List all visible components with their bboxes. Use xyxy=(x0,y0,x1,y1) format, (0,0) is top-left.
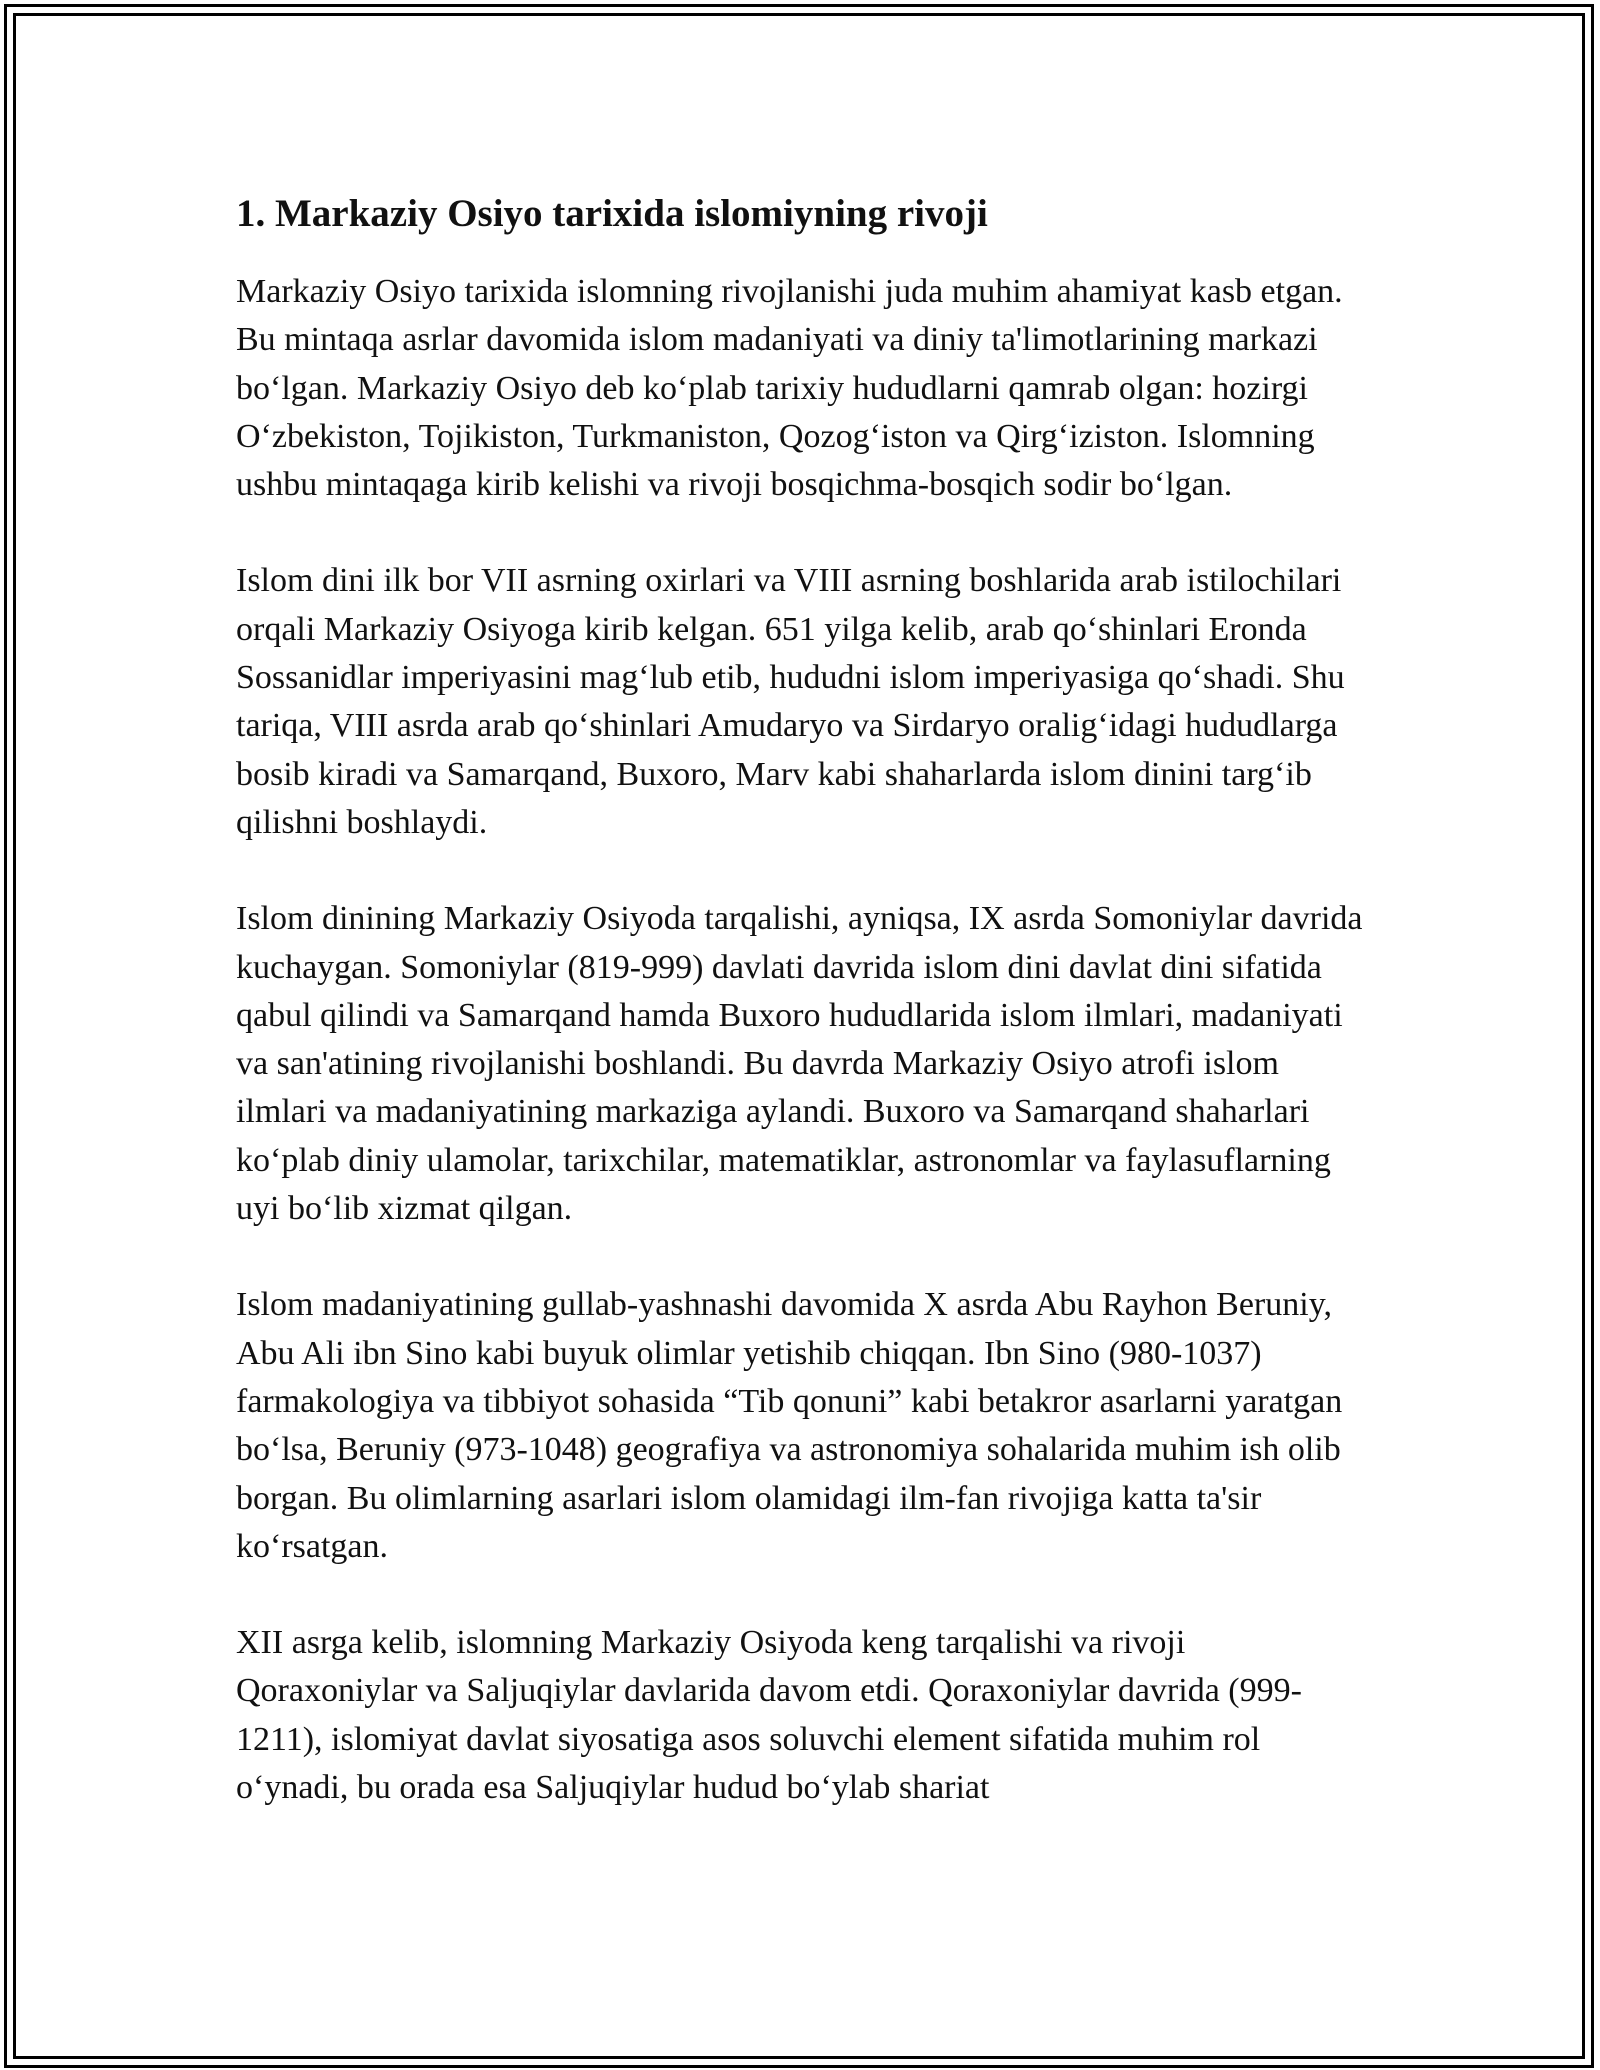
paragraph-1: Markaziy Osiyo tarixida islomning rivojlanishi juda muhim ahamiyat kasb etgan. Bu mintaqa asrlar davomida islom madaniyati va diniy ta'limotlarining markazi bo‘lgan. Markaziy Osiyo deb ko‘plab tarixiy hududlarni qamrab olgan: hozirgi O‘zbekiston, Tojikiston, Turkmaniston, Qozog‘iston va Qirg‘iziston. Islomning ushbu mintaqaga kirib kelishi va rivoji bosqichma-bosqich sodir bo‘lgan. xyxy=(236,273,1343,504)
paragraph-5: XII asrga kelib, islomning Markaziy Osiyoda keng tarqalishi va rivoji Qoraxoniylar va Saljuqiylar davlarida davom etdi. Qoraxoniylar davrida (999-1211), islomiyat davlat siyosatiga asos soluvchi element sifatida muhim rol o‘ynadi, bu orada esa Saljuqiylar hudud bo‘ylab shariat xyxy=(236,1624,1302,1807)
paragraph-2: Islom dini ilk bor VII asrning oxirlari va VIII asrning boshlarida arab istilochilari orqali Markaziy Osiyoga kirib kelgan. 651 yilga kelib, arab qo‘shinlari Eronda Sossanidlar imperiyasini mag‘lub etib, hududni islom imperiyasiga qo‘shadi. Shu tariqa, VIII asrda arab qo‘shinlari Amudaryo va Sirdaryo oralig‘idagi hududlarga bosib kiradi va Samarqand, Buxoro, Marv kabi shaharlarda islom dinini targ‘ib qilishni boshlaydi. xyxy=(236,562,1345,841)
paragraph-4: Islom madaniyatining gullab-yashnashi davomida X asrda Abu Rayhon Beruniy, Abu Ali ibn Sino kabi buyuk olimlar yetishib chiqqan. Ibn Sino (980-1037) farmakologiya va tibbiyot sohasida “Tib qonuni” kabi betakror asarlarni yaratgan bo‘lsa, Beruniy (973-1048) geografiya va astronomiya sohalarida muhim ish olib borgan. Bu olimlarning asarlari islom olamidagi ilm-fan rivojiga katta ta'sir ko‘rsatgan. xyxy=(236,1286,1343,1565)
section-heading: 1. Markaziy Osiyo tarixida islomiyning rivoji xyxy=(236,192,988,235)
paragraph-3: Islom dinining Markaziy Osiyoda tarqalishi, ayniqsa, IX asrda Somoniylar davrida kuchaygan. Somoniylar (819-999) davlati davrida islom dini davlat dini sifatida qabul qilindi va Samarqand hamda Buxoro hududlarida islom ilmlari, madaniyati va san'atining rivojlanishi boshlandi. Bu davrda Markaziy Osiyo atrofi islom ilmlari va madaniyatining markaziga aylandi. Buxoro va Samarqand shaharlari ko‘plab diniy ulamolar, tarixchilar, matematiklar, astronomlar va faylasuflarning uyi bo‘lib xizmat qilgan. xyxy=(236,900,1363,1228)
document-body xyxy=(236,186,1366,1812)
